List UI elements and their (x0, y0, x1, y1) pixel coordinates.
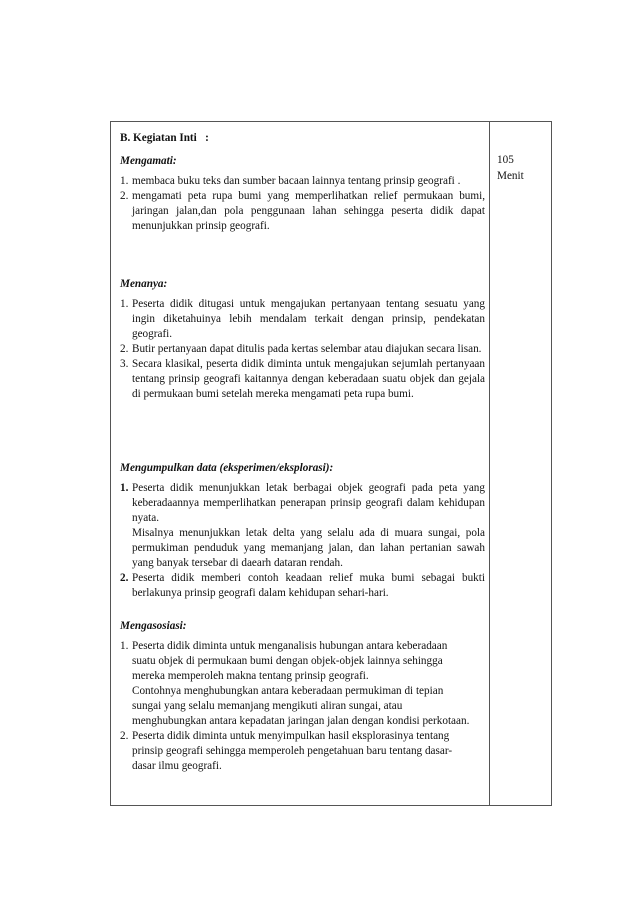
mengamati-list (120, 174, 485, 234)
menanya-heading: Menanya: (120, 278, 168, 290)
time-unit: Menit (497, 169, 524, 182)
mengasosiasi-heading: Mengasosiasi: (120, 620, 187, 632)
time-allocation-cell (497, 153, 524, 184)
list-item: 1. membaca buku teks dan sumber bacaan lainnya tentang prinsip geografi . (120, 175, 461, 187)
list-item: 2. Butir pertanyaan dapat ditulis pada kertas selembar atau diajukan secara lisan. (120, 343, 482, 355)
list-item: 1. Peserta didik menunjukkan letak berbagai objek geografi pada peta yang keberadaannya memperlihatkan penerapan prinsip geografi dalam kehidupan nyata. Misalnya menunjukkan letak delta yang selalu ada di muara sungai, pola permukiman penduduk yang memanjang jalan, dan lahan pertanian sawah yang banyak tersebar di daearh dataran rendah. (120, 482, 485, 569)
column-divider (489, 122, 490, 805)
mengumpulkan-heading: Mengumpulkan data (eksperimen/eksplorasi): (120, 462, 334, 474)
list-item: 2. mengamati peta rupa bumi yang memperlihatkan relief permukaan bumi, jaringan jalan,dan pola penggunaan lahan sehingga peserta didik dapat menunjukkan prinsip geografi. (120, 190, 485, 232)
lesson-activity-table (110, 121, 552, 806)
mengumpulkan-list (120, 481, 485, 601)
list-item: 2. Peserta didik memberi contoh keadaan relief muka bumi sebagai bukti berlakunya prinsip geografi dalam kehidupan sehari-hari. (120, 572, 485, 599)
example-text: Contohnya menghubungkan antara keberadaan permukiman di tepian sungai yang selalu memanjang mengikuti aliran sungai, atau menghubungkan antara kepadatan jaringan jalan dengan kondisi perkotaan. (132, 685, 470, 727)
mengamati-heading: Mengamati: (120, 155, 177, 167)
time-value: 105 (497, 154, 514, 166)
list-item: 3. Secara klasikal, peserta didik diminta untuk mengajukan sejumlah pertanyaan tentang prinsip geografi kaitannya dengan keberadaan suatu objek dan gejala di permukaan bumi setelah mereka mengamati peta rupa bumi. (120, 358, 485, 400)
menanya-list (120, 297, 485, 402)
list-item: 2. Peserta didik diminta untuk menyimpulkan hasil eksplorasinya tentang prinsip geografi sehingga memperoleh pengetahuan baru tentang dasar-dasar ilmu geografi. (120, 730, 453, 772)
list-item: 1. Peserta didik diminta untuk menganalisis hubungan antara keberadaan suatu objek di permukaan bumi dengan objek-objek lainnya sehingga mereka memperoleh makna tentang prinsip geografi. Contohnya menghubungkan antara keberadaan permukiman di tepian sungai yang selalu memanjang mengikuti aliran sungai, atau menghubungkan antara kepadatan jaringan jalan dengan kondisi perkotaan. (120, 639, 472, 729)
section-title: B. Kegiatan Inti : (120, 132, 209, 144)
list-item: 1. Peserta didik ditugasi untuk mengajukan pertanyaan tentang sesuatu yang ingin diketahuinya lebih mendalam terkait dengan prinsip, pendekatan geografi. (120, 298, 485, 340)
mengasosiasi-list (120, 639, 472, 774)
example-note: Misalnya menunjukkan letak delta yang selalu ada di muara sungai, pola permukiman penduduk yang memanjang jalan, dan lahan pertanian sawah yang banyak tersebar di daearh dataran rendah. (132, 527, 485, 569)
